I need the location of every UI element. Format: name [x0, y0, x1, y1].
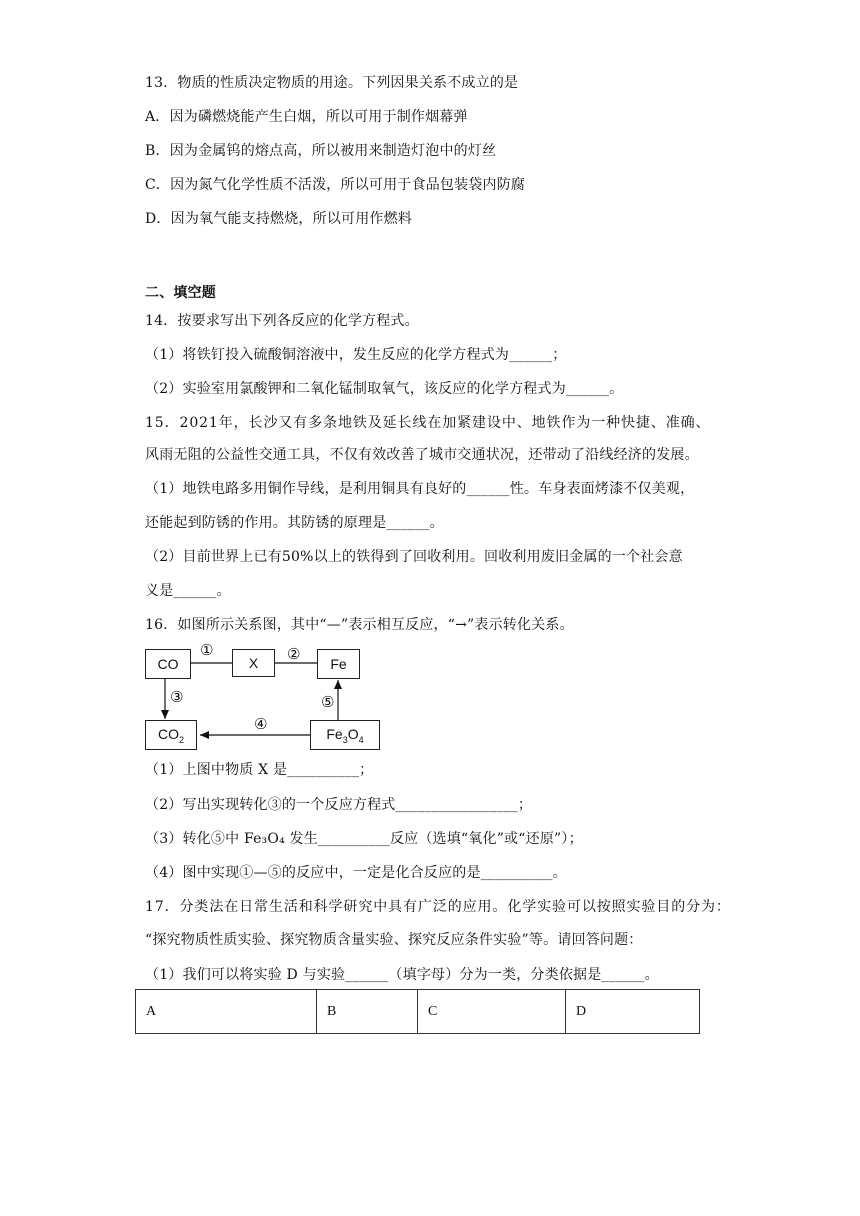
label-reaction-2: ② — [287, 645, 301, 663]
node-x — [232, 649, 275, 677]
q14-part-2: （2）实验室用氯酸钾和二氧化锰制取氧气，该反应的化学方程式为______。 — [145, 381, 624, 397]
q15-line-3: （1）地铁电路多用铜作导线，是利用铜具有良好的______性。车身表面烤漆不仅美观， — [145, 481, 695, 497]
q15-line-1: 15．2021年，长沙又有多条地铁及延长线在加紧建设中、地铁作为一种快捷、准确、 — [145, 415, 711, 431]
table-row — [136, 990, 700, 1034]
table-cell-c: C — [418, 990, 566, 1034]
label-reaction-1: ① — [200, 641, 214, 659]
table-cell-b: B — [317, 990, 418, 1034]
label-reaction-3: ③ — [170, 688, 184, 706]
node-co2 — [145, 720, 197, 750]
q17-line-2: “探究物质性质实验、探究物质含量实验、探究反应条件实验”等。请回答问题： — [145, 932, 643, 948]
q16-part-4: （4）图中实现①—⑤的反应中，一定是化合反应的是__________。 — [145, 865, 567, 881]
section-heading: 二、填空题 — [145, 285, 216, 301]
experiment-table — [135, 989, 700, 1034]
q15-line-6: 义是______。 — [145, 583, 231, 599]
q16-part-2: （2）写出实现转化③的一个反应方程式_________________； — [145, 797, 533, 813]
node-co-label: CO — [157, 656, 179, 672]
label-reaction-5: ⑤ — [321, 693, 335, 711]
q13-option-a: A．因为磷燃烧能产生白烟，所以可用于制作烟幕弹 — [145, 109, 468, 125]
q17-line-1: 17．分类法在日常生活和科学研究中具有广泛的应用。化学实验可以按照实验目的分为： — [145, 899, 731, 915]
q15-line-2: 风雨无阻的公益性交通工具，不仅有效改善了城市交通状况，还带动了沿线经济的发展。 — [145, 447, 699, 463]
node-fe3o4-label: $Fe_3O_4$ — [326, 725, 364, 745]
node-co2-label: $CO_2$ — [157, 725, 184, 745]
q14-stem: 14．按要求写出下列各反应的化学方程式。 — [145, 313, 419, 329]
q14-part-1: （1）将铁钉投入硫酸铜溶液中，发生反应的化学方程式为______； — [145, 347, 567, 363]
node-x-label: X — [248, 655, 259, 671]
node-co — [145, 649, 191, 679]
node-fe — [317, 649, 360, 679]
q13-option-b: B．因为金属钨的熔点高，所以被用来制造灯泡中的灯丝 — [145, 143, 497, 159]
node-fe3o4 — [310, 720, 380, 750]
q16-stem: 16．如图所示关系图，其中“—”表示相互反应，“→”表示转化关系。 — [145, 617, 574, 633]
q15-line-4: 还能起到防锈的作用。其防锈的原理是______。 — [145, 515, 444, 531]
q13-stem: 13．物质的性质决定物质的用途。下列因果关系不成立的是 — [145, 75, 519, 91]
label-reaction-4: ④ — [254, 715, 268, 733]
q16-part-1: （1）上图中物质 X 是__________； — [145, 762, 374, 778]
table-cell-a: A — [136, 990, 317, 1034]
q16-part-3: （3）转化⑤中 Fe₃O₄ 发生__________反应（选填“氧化”或“还原”）； — [145, 831, 583, 847]
q15-line-5: （2）目前世界上已有50%以上的铁得到了回收利用。回收利用废旧金属的一个社会意 — [145, 549, 683, 565]
table-cell-d: D — [566, 990, 700, 1034]
q13-option-d: D．因为氧气能支持燃烧，所以可用作燃料 — [145, 211, 413, 227]
node-fe-label: Fe — [330, 656, 347, 672]
q13-option-c: C．因为氮气化学性质不活泼，所以可用于食品包装袋内防腐 — [145, 177, 526, 193]
q17-line-3: （1）我们可以将实验 D 与实验______（填字母）分为一类，分类依据是______。 — [145, 967, 659, 983]
